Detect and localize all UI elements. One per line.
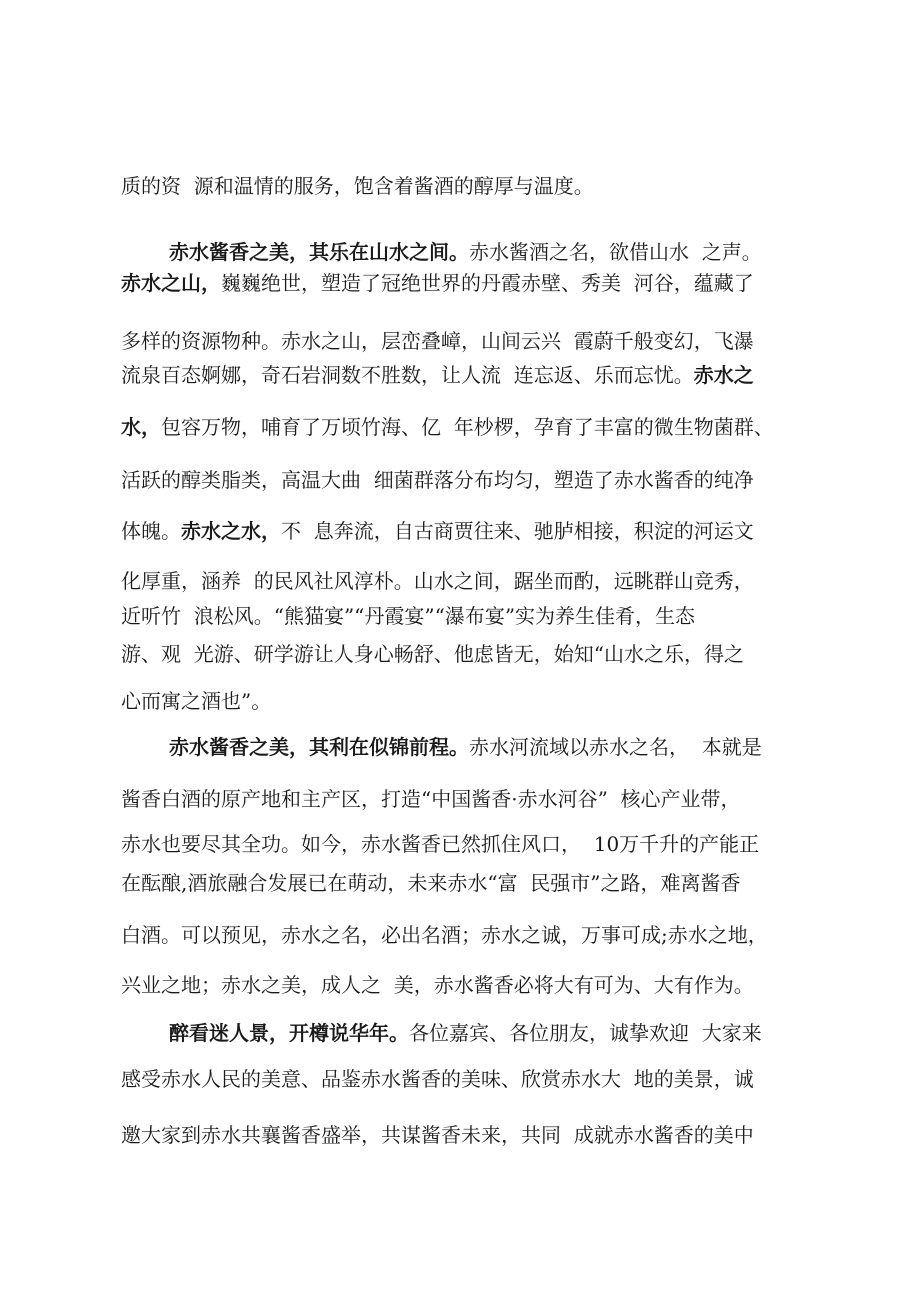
text-run: 心而寓之酒也”。 [121,689,272,713]
text-run: 邀大家到赤水共襄酱香盛举，共谋酱香未来，共同 成就赤水酱香的美中 [121,1123,754,1147]
text-run: 游、观 光游、研学游让人身心畅舒、他虑皆无，始知“山水之乐，得之 [121,642,744,666]
bold-phrase: 醉看迷人景，开樽说华年。 [169,1021,409,1045]
text-line [0,1015,920,1051]
text-line [0,168,920,204]
text-run: 近听竹 浪松风。“熊猫宴”“丹霞宴”“瀑布宴”实为养生佳肴，生态 [121,604,696,628]
text-run: 巍巍绝世，塑造了冠绝世界的丹霞赤壁、秀美 河谷，蕴藏了 [221,271,754,295]
text-run: 各位嘉宾、各位朋友，诚挚欢迎 大家来 [409,1021,762,1045]
text-line [0,967,920,1003]
bold-phrase: 赤水之 [693,363,754,387]
text-line [0,917,920,953]
text-run: 包容万物，哺育了万顷竹海、亿 年杪椤，孕育了丰富的微生物菌群、 [161,415,774,439]
text-line [0,865,920,901]
text-line [0,636,920,672]
text-run: 白酒。可以预见，赤水之名，必出名酒；赤水之诚，万事可成;赤水之地， [121,923,768,947]
text-run: 兴业之地；赤水之美，成人之 美，赤水酱香必将大有可为、大有作为。 [121,973,754,997]
text-run: 感受赤水人民的美意、品鉴赤水酱香的美味、欣赏赤水大 地的美景，诚 [121,1067,754,1091]
bold-phrase: 赤水酱香之美，其利在似锦前程。 [169,735,469,759]
bold-phrase: 赤水之水， [181,519,281,543]
text-line [0,729,920,765]
text-line [0,513,920,549]
text-line [0,1061,920,1097]
text-line [0,323,920,359]
text-line [0,357,920,393]
text-run: 酱香白酒的原产地和主产区，打造“中国酱香·赤水河谷” 核心产业带， [121,787,741,811]
text-run: 活跃的醇类脂类，高温大曲 细菌群落分布均匀，塑造了赤水酱香的纯净 [121,468,754,492]
text-run: 质的资 源和温情的服务，饱含着酱酒的醇厚与温度。 [121,174,594,198]
text-run: 赤水也要尽其全功。如今，赤水酱香已然抓住风口， 10万千升的产能正 [121,832,760,856]
text-line [0,781,920,817]
text-line [0,683,920,719]
text-run: 赤水河流域以赤水之名， 本就是 [469,735,762,759]
text-line [0,1117,920,1153]
bold-phrase: 赤水之山， [121,271,221,295]
text-run: 不 息奔流，自古商贾往来、驰胪相接，积淀的河运文 [281,519,754,543]
text-run: 赤水酱酒之名，欲借山水 之声。 [469,240,762,264]
text-line [0,265,920,301]
text-line [0,598,920,634]
text-line [0,409,920,445]
text-line [0,462,920,498]
text-run: 多样的资源物种。赤水之山，层峦叠嶂，山间云兴 霞蔚千般变幻，飞瀑 [121,329,754,353]
text-run: 化厚重，涵养 的民风社风淳朴。山水之间，踞坐而酌，远眺群山竞秀， [121,569,754,593]
bold-phrase: 水， [121,415,161,439]
text-run: 在酝酿,酒旅融合发展已在萌动，未来赤水“富 民强市”之路，难离酱香 [121,871,741,895]
bold-phrase: 赤水酱香之美，其乐在山水之间。 [169,240,469,264]
text-run: 体魄。 [121,519,181,543]
text-run: 流泉百态婀娜，奇石岩洞数不胜数，让人流 连忘返、乐而忘忧。 [121,363,694,387]
text-line [0,826,920,862]
text-line [0,563,920,599]
